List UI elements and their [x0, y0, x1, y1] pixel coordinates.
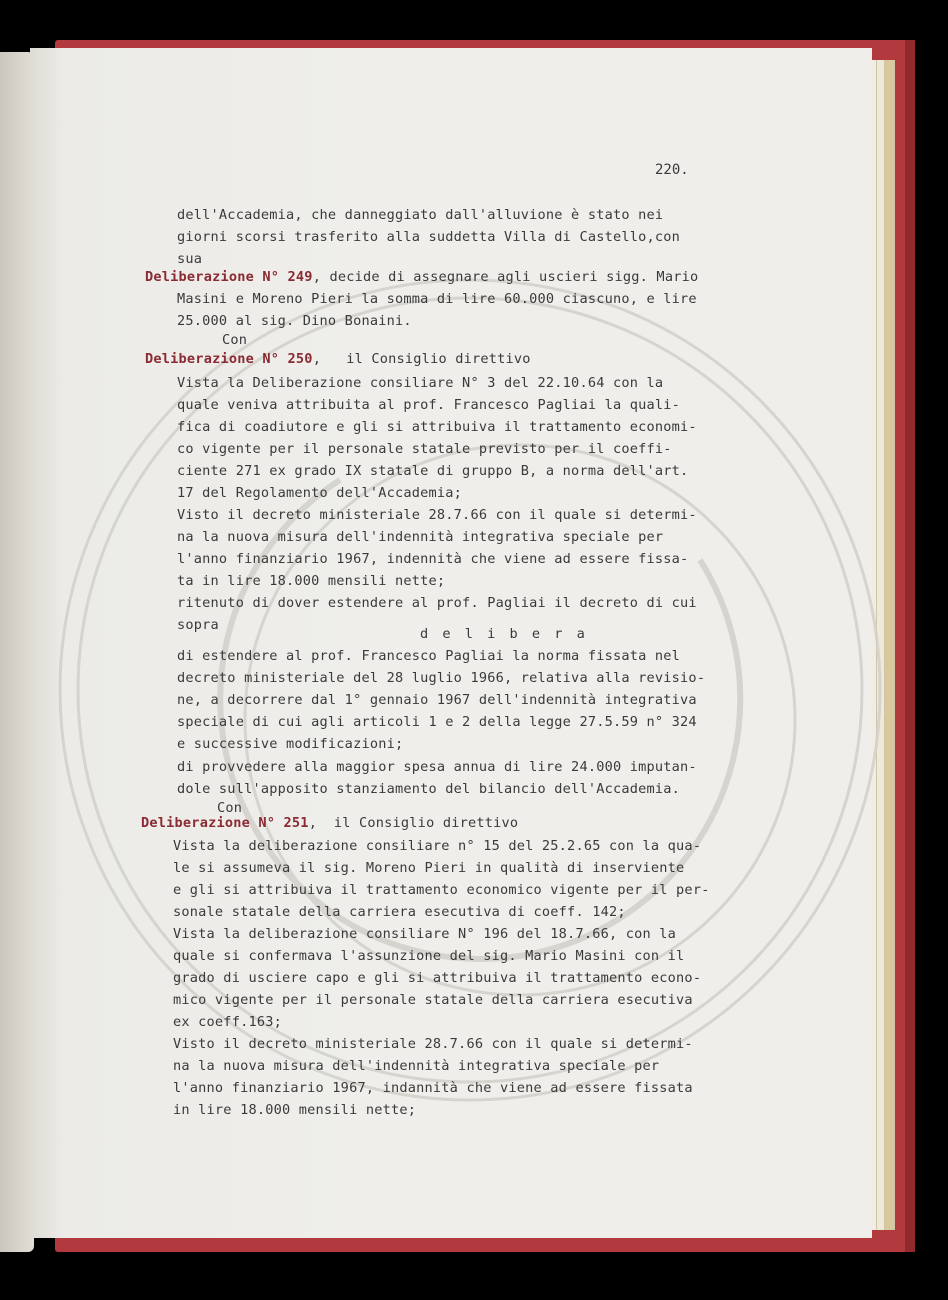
line-text: in lire 18.000 mensili nette;: [173, 1102, 417, 1118]
line-text: ciente 271 ex grado IX statale di gruppo B, a norma dell'art.: [177, 463, 689, 479]
text-line: [177, 595, 697, 611]
text-line: [177, 419, 697, 435]
line-text: quale veniva attribuita al prof. Francesco Pagliai la quali-: [177, 397, 681, 413]
text-line: [177, 251, 202, 267]
line-text: Con: [222, 332, 248, 348]
line-text: quale si confermava l'assunzione del sig. Mario Masini con il: [173, 948, 685, 964]
line-text: le si assumeva il sig. Moreno Pieri in qualità di inserviente: [173, 860, 685, 876]
line-text: sonale statale della carriera esecutiva di coeff. 142;: [173, 904, 626, 920]
deliberation-heading: Deliberazione N° 251: [141, 815, 309, 831]
line-text: na la nuova misura dell'indennità integrativa speciale per: [177, 529, 664, 545]
text-line: [173, 904, 626, 920]
line-text: Visto il decreto ministeriale 28.7.66 con il quale si determi-: [173, 1036, 693, 1052]
text-line: [177, 714, 697, 730]
line-text: l'anno finanziario 1967, indannità che viene ad essere fissata: [173, 1080, 693, 1096]
line-text: Masini e Moreno Pieri la somma di lire 60.000 ciascuno, e lire: [177, 291, 697, 307]
text-line: [177, 375, 663, 391]
line-text: , il Consiglio direttivo: [312, 351, 531, 367]
line-text: l'anno finanziario 1967, indennità che viene ad essere fissa-: [177, 551, 689, 567]
line-text: Vista la deliberazione consiliare N° 196 del 18.7.66, con la: [173, 926, 677, 942]
page-number: 220.: [655, 162, 689, 178]
text-line: [173, 992, 693, 1008]
line-text: fica di coadiutore e gli si attribuiva il trattamento economi-: [177, 419, 697, 435]
line-text: 25.000 al sig. Dino Bonaini.: [177, 313, 412, 329]
line-text: , il Consiglio direttivo: [308, 815, 519, 831]
line-text: giorni scorsi trasferito alla suddetta Villa di Castello,con: [177, 229, 681, 245]
text-line: [177, 736, 403, 752]
line-text: co vigente per il personale statale previsto per il coeffi-: [177, 441, 672, 457]
text-line: [177, 441, 672, 457]
line-text: mico vigente per il personale statale della carriera esecutiva: [173, 992, 693, 1008]
text-line: [177, 485, 462, 501]
text-line: [173, 948, 684, 964]
text-line: [177, 313, 412, 329]
text-line: [420, 626, 588, 642]
text-line: [173, 1036, 693, 1052]
text-line: [177, 551, 688, 567]
line-text: e gli si attribuiva il trattamento economico vigente per il per-: [173, 882, 710, 898]
line-text: Vista la Deliberazione consiliare N° 3 del 22.10.64 con la: [177, 375, 664, 391]
text-line: [177, 397, 680, 413]
deliberation-line: [145, 269, 698, 285]
text-line: [173, 1014, 282, 1030]
text-line: [173, 860, 684, 876]
line-text: Visto il decreto ministeriale 28.7.66 con il quale si determi-: [177, 507, 697, 523]
text-line: [177, 759, 697, 775]
text-line: [173, 882, 710, 898]
text-line: [177, 291, 697, 307]
text-line: [173, 970, 701, 986]
line-text: ex coeff.163;: [173, 1014, 282, 1030]
text-line: [177, 617, 219, 633]
text-line: [177, 207, 663, 223]
text-line: [177, 670, 705, 686]
line-text: ne, a decorrere dal 1° gennaio 1967 dell'indennità integrativa: [177, 692, 697, 708]
text-line: [177, 463, 688, 479]
line-text: e successive modificazioni;: [177, 736, 404, 752]
text-line: [173, 1058, 659, 1074]
text-line: [177, 529, 663, 545]
text-line: [173, 1080, 693, 1096]
text-line: [173, 926, 676, 942]
line-text: dole sull'apposito stanziamento del bilancio dell'Accademia.: [177, 781, 681, 797]
deliberation-line: [141, 815, 518, 831]
line-text: di provvedere alla maggior spesa annua di lire 24.000 imputan-: [177, 759, 697, 775]
deliberation-heading: Deliberazione N° 250: [145, 351, 313, 367]
line-text: 17 del Regolamento dell'Accademia;: [177, 485, 463, 501]
cover-edge: [905, 40, 915, 1252]
line-text: sua: [177, 251, 203, 267]
line-text: , decide di assegnare agli uscieri sigg. Mario: [312, 269, 699, 285]
text-line: [177, 781, 680, 797]
line-text: ta in lire 18.000 mensili nette;: [177, 573, 446, 589]
text-line: [177, 573, 445, 589]
text-line: [173, 838, 701, 854]
text-line: [222, 332, 247, 348]
text-line: [173, 1102, 416, 1118]
left-page-edge: [0, 52, 34, 1252]
deliberation-line: [145, 351, 531, 367]
line-text: di estendere al prof. Francesco Pagliai la norma fissata nel: [177, 648, 681, 664]
text-line: [177, 229, 680, 245]
line-text: dell'Accademia, che danneggiato dall'alluvione è stato nei: [177, 207, 664, 223]
text-line: [177, 648, 680, 664]
line-text: Con: [217, 800, 243, 816]
line-text: decreto ministeriale del 28 luglio 1966, relativa alla revisio-: [177, 670, 706, 686]
line-text: grado di usciere capo e gli si attribuiva il trattamento econo-: [173, 970, 702, 986]
line-text: ritenuto di dover estendere al prof. Pagliai il decreto di cui: [177, 595, 697, 611]
line-text: d e l i b e r a: [420, 626, 588, 642]
line-text: speciale di cui agli articoli 1 e 2 della legge 27.5.59 n° 324: [177, 714, 697, 730]
line-text: Vista la deliberazione consiliare n° 15 del 25.2.65 con la qua-: [173, 838, 702, 854]
line-text: sopra: [177, 617, 219, 633]
text-line: [217, 800, 242, 816]
text-line: [177, 507, 697, 523]
deliberation-heading: Deliberazione N° 249: [145, 269, 313, 285]
line-text: na la nuova misura dell'indennità integrativa speciale per: [173, 1058, 660, 1074]
text-line: [177, 692, 697, 708]
